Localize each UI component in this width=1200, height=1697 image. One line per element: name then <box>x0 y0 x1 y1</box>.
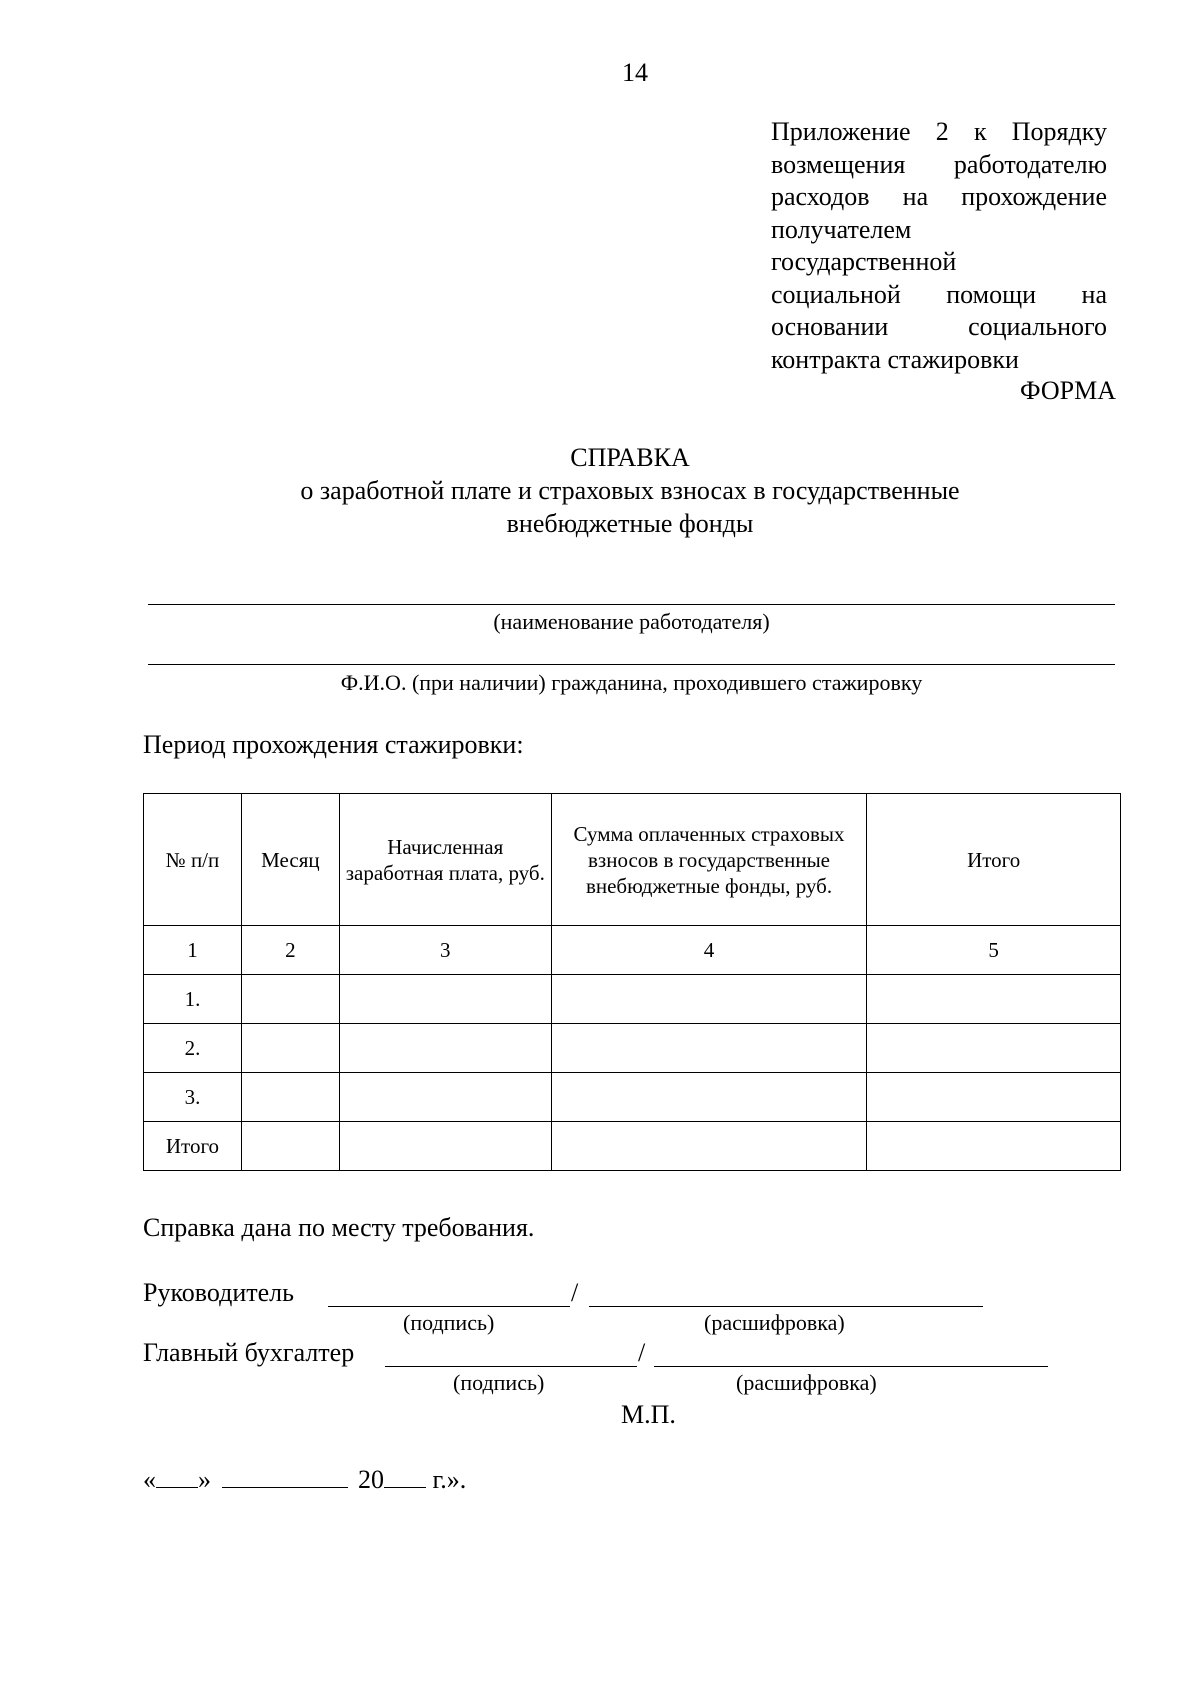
appendix-line: социальной помощи на <box>771 279 1107 309</box>
table-cell-contributions[interactable] <box>551 1073 867 1122</box>
table-row <box>144 1073 1121 1122</box>
table-cell-month[interactable] <box>241 1024 339 1073</box>
head-decoding-caption: (расшифровка) <box>704 1310 845 1335</box>
table-row <box>144 975 1121 1024</box>
header-total: Итого <box>867 794 1121 926</box>
header-number: № п/п <box>144 794 242 926</box>
table-cell-total[interactable] <box>867 1122 1121 1171</box>
table-cell-contributions[interactable] <box>551 975 867 1024</box>
table-column-numbers-row <box>144 926 1121 975</box>
table-cell-contributions[interactable] <box>551 1122 867 1171</box>
accountant-signature-caption: (подпись) <box>453 1370 545 1395</box>
table-row <box>144 1024 1121 1073</box>
document-subtitle-line-1: о заработной плате и страховых взносах в государственные <box>300 476 960 505</box>
table-header-row <box>144 794 1121 926</box>
accountant-label: Главный бухгалтер <box>143 1338 355 1367</box>
appendix-line: контракта стажировки <box>771 344 1019 374</box>
month-blank[interactable] <box>222 1465 348 1488</box>
head-signature-caption: (подпись) <box>403 1310 495 1335</box>
table-cell-month[interactable] <box>241 1073 339 1122</box>
table-cell-salary[interactable] <box>339 1122 551 1171</box>
accountant-slash: / <box>638 1338 646 1367</box>
row-label: 2. <box>144 1024 242 1073</box>
document-title: СПРАВКА <box>570 443 690 472</box>
head-decoding-line[interactable] <box>589 1306 983 1307</box>
employer-name-line[interactable] <box>148 604 1115 605</box>
column-number: 4 <box>551 926 867 975</box>
table-cell-total[interactable] <box>867 1024 1121 1073</box>
day-blank[interactable] <box>156 1465 198 1488</box>
head-label: Руководитель <box>143 1278 294 1307</box>
row-label: 3. <box>144 1073 242 1122</box>
appendix-note <box>771 116 1107 376</box>
date-suffix: г.». <box>432 1465 467 1494</box>
head-slash: / <box>571 1278 579 1307</box>
issued-note: Справка дана по месту требования. <box>143 1213 535 1242</box>
appendix-line: Приложение 2 к Порядку <box>771 117 1107 146</box>
accountant-decoding-caption: (расшифровка) <box>736 1370 877 1395</box>
date-open-quote: « <box>143 1465 156 1494</box>
column-number: 1 <box>144 926 242 975</box>
table-cell-salary[interactable] <box>339 1073 551 1122</box>
citizen-name-caption: Ф.И.О. (при наличии) гражданина, проходившего стажировку <box>340 670 923 695</box>
accountant-signature-line[interactable] <box>385 1366 637 1367</box>
table-cell-total[interactable] <box>867 975 1121 1024</box>
accountant-decoding-line[interactable] <box>654 1366 1048 1367</box>
year-prefix: 20 <box>358 1465 384 1494</box>
salary-contributions-table <box>143 793 1121 1171</box>
column-number: 5 <box>867 926 1121 975</box>
row-label: 1. <box>144 975 242 1024</box>
header-paid-contributions: Сумма оплаченных страховых взносов в государственные внебюджетные фонды, руб. <box>551 794 867 926</box>
appendix-line: расходов на прохождение <box>771 182 1107 211</box>
document-subtitle-line-2: внебюджетные фонды <box>506 509 754 538</box>
table-cell-contributions[interactable] <box>551 1024 867 1073</box>
row-label: Итого <box>144 1122 242 1171</box>
table-cell-month[interactable] <box>241 1122 339 1171</box>
page-number: 14 <box>622 58 648 87</box>
table-cell-salary[interactable] <box>339 975 551 1024</box>
column-number: 3 <box>339 926 551 975</box>
employer-name-caption: (наименование работодателя) <box>493 609 770 634</box>
table-cell-total[interactable] <box>867 1073 1121 1122</box>
form-label: ФОРМА <box>1020 376 1116 405</box>
table-total-row <box>144 1122 1121 1171</box>
table-cell-month[interactable] <box>241 975 339 1024</box>
date-close-quote: » <box>198 1465 211 1494</box>
period-label: Период прохождения стажировки: <box>143 730 524 759</box>
appendix-line: получателем <box>771 214 912 244</box>
citizen-name-line[interactable] <box>148 664 1115 665</box>
header-month: Месяц <box>241 794 339 926</box>
column-number: 2 <box>241 926 339 975</box>
appendix-line: государственной <box>771 247 957 276</box>
date-line <box>143 1465 466 1495</box>
header-accrued-salary: Начисленная заработная плата, руб. <box>339 794 551 926</box>
appendix-line: возмещения работодателю <box>771 149 1107 179</box>
appendix-line: основании социального <box>771 312 1107 341</box>
head-signature-line[interactable] <box>328 1306 570 1307</box>
stamp-label: М.П. <box>621 1400 676 1429</box>
table-cell-salary[interactable] <box>339 1024 551 1073</box>
year-blank[interactable] <box>384 1465 426 1488</box>
